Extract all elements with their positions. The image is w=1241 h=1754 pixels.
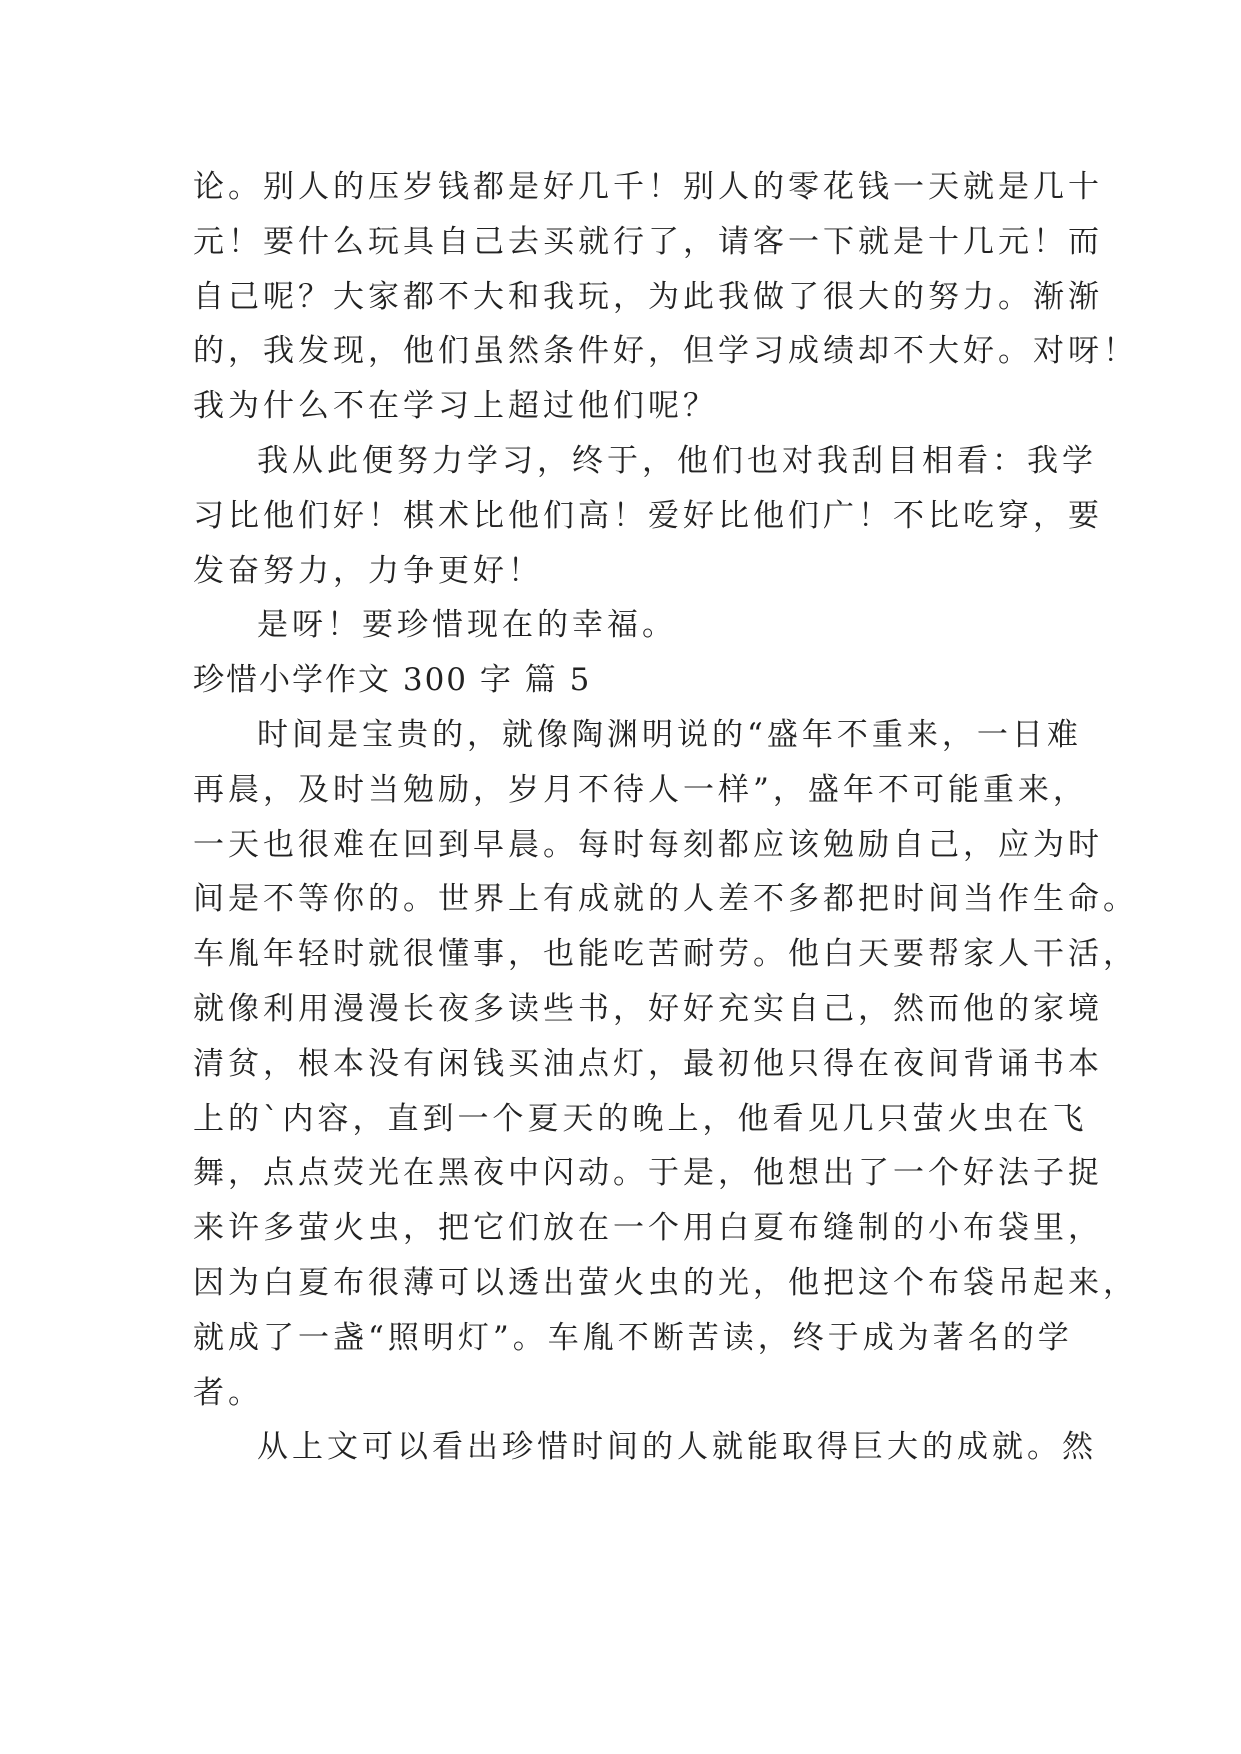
text-line: 来许多萤火虫，把它们放在一个用白夏布缝制的小布袋里， <box>193 1210 1103 1247</box>
text-line: 我从此便努力学习，终于，他们也对我刮目相看：我学 <box>257 442 1097 479</box>
paragraph-3 <box>193 598 1053 653</box>
text-line: 元！要什么玩具自己去买就行了，请客一下就是十几元！而 <box>193 223 1103 260</box>
text-line: 车胤年轻时就很懂事，也能吃苦耐劳。他白天要帮家人干活， <box>193 936 1138 973</box>
text-line: 再晨，及时当勉励，岁月不待人一样”，盛年不可能重来， <box>193 771 1088 808</box>
text-line: 清贫，根本没有闲钱买油点灯，最初他只得在夜间背诵书本 <box>193 1045 1103 1082</box>
text-line: 者。 <box>193 1374 263 1411</box>
text-line: 就像利用漫漫长夜多读些书，好好充实自己，然而他的家境 <box>193 990 1103 1027</box>
paragraph-5 <box>193 1420 1097 1475</box>
section-heading: 珍惜小学作文 300 字 篇 5 <box>193 662 592 699</box>
text-line: 间是不等你的。世界上有成就的人差不多都把时间当作生命。 <box>193 881 1138 918</box>
text-line: 习比他们好！棋术比他们高！爱好比他们广！不比吃穿，要 <box>193 497 1103 534</box>
document-page <box>193 160 1138 1475</box>
paragraph-4 <box>193 708 1138 1420</box>
paragraph-2 <box>193 434 1103 598</box>
text-line: 时间是宝贵的，就像陶渊明说的“盛年不重来，一日难 <box>257 716 1082 753</box>
text-line: 是呀！要珍惜现在的幸福。 <box>257 607 677 644</box>
paragraph-1 <box>193 160 1138 434</box>
text-line: 因为白夏布很薄可以透出萤火虫的光，他把这个布袋吊起来， <box>193 1264 1138 1301</box>
text-line: 论。别人的压岁钱都是好几千！别人的零花钱一天就是几十 <box>193 169 1103 205</box>
text-line: 舞，点点荧光在黑夜中闪动。于是，他想出了一个好法子捉 <box>193 1155 1103 1192</box>
text-line: 一天也很难在回到早晨。每时每刻都应该勉励自己，应为时 <box>193 826 1103 863</box>
text-line: 发奋努力，力争更好！ <box>193 552 543 589</box>
text-line: 就成了一盏“照明灯”。车胤不断苦读，终于成为著名的学 <box>193 1319 1073 1356</box>
text-line: 我为什么不在学习上超过他们呢？ <box>193 388 718 425</box>
text-line: 的，我发现，他们虽然条件好，但学习成绩却不大好。对呀！ <box>193 333 1138 370</box>
text-line: 自己呢？大家都不大和我玩，为此我做了很大的努力。渐渐 <box>193 278 1103 315</box>
text-line: 从上文可以看出珍惜时间的人就能取得巨大的成就。然 <box>257 1429 1097 1466</box>
text-line: 上的`内容，直到一个夏天的晚上，他看见几只萤火虫在飞 <box>193 1100 1088 1137</box>
